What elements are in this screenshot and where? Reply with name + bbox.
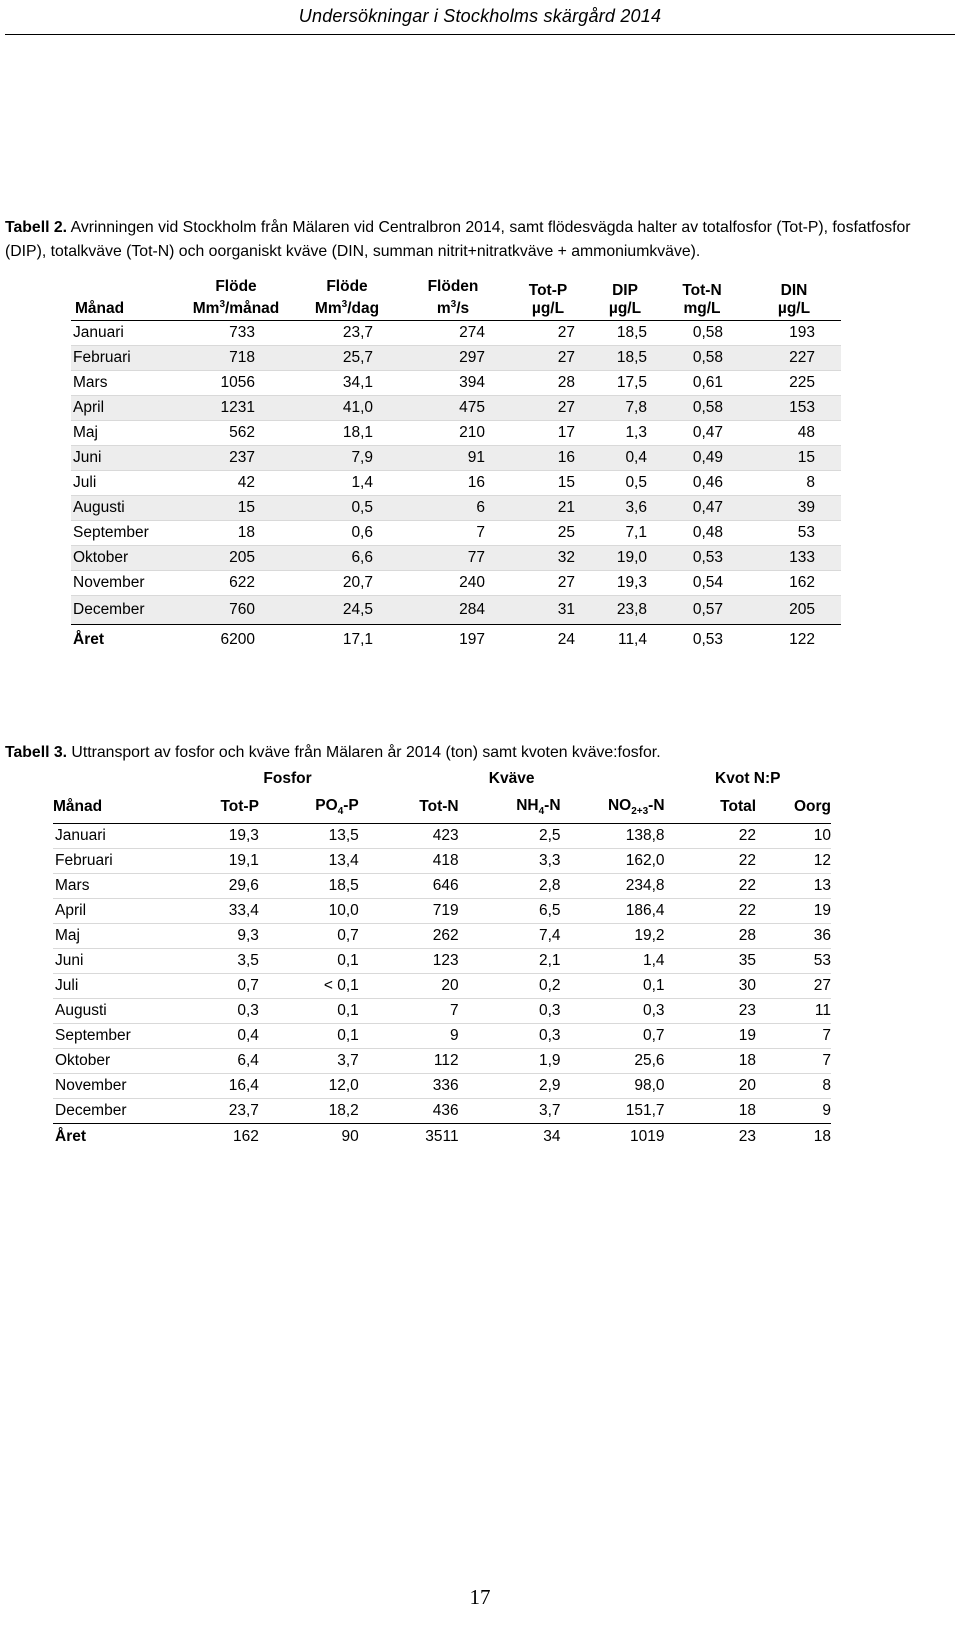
- table2-value-cell: 27: [503, 571, 593, 596]
- table2-row: [71, 521, 841, 546]
- table3-value-cell: 2,8: [459, 874, 561, 899]
- table3-value-cell: 33,4: [167, 899, 259, 924]
- table2-value-cell: 7,9: [291, 446, 403, 471]
- table3-value-cell: 0,7: [167, 974, 259, 999]
- table2-header-dip: DIP µg/L: [593, 278, 657, 321]
- table2-caption: [5, 216, 955, 264]
- table2-value-cell: 225: [747, 371, 841, 396]
- table2-value-cell: 0,57: [657, 596, 747, 625]
- table2-header-flow-sec: Flöden $m^3/s$: [403, 278, 503, 321]
- table2-caption-text: Avrinningen vid Stockholm från Mälaren vid Centralbron 2014, samt flödesvägda halter av totalfosfor (Tot-P), fosfatfosfor (DIP), totalkväve (Tot-N) och oorganiskt kväve (DIN, summan nitrit+nitratkväve + ammoniumkväve).: [5, 219, 911, 260]
- table2-value-cell: 162: [747, 571, 841, 596]
- table3-month-cell: Augusti: [53, 999, 167, 1024]
- table3-month-cell: Februari: [53, 849, 167, 874]
- table3-value-cell: 262: [359, 924, 459, 949]
- table2-month-cell: Maj: [71, 421, 181, 446]
- header-rule: [5, 34, 955, 35]
- table2-month-cell: Juni: [71, 446, 181, 471]
- table3-value-cell: 0,3: [459, 999, 561, 1024]
- table2-value-cell: 7,8: [593, 396, 657, 421]
- table3-value-cell: < 0,1: [259, 974, 359, 999]
- table2-row: [71, 446, 841, 471]
- table2-value-cell: 0,46: [657, 471, 747, 496]
- table2-value-cell: 16: [503, 446, 593, 471]
- table2-value-cell: 20,7: [291, 571, 403, 596]
- table2-value-cell: 0,47: [657, 421, 747, 446]
- table3-header-nh4: $NH_4-N$: [459, 791, 561, 824]
- table2-header-totn: Tot-N mg/L: [657, 278, 747, 321]
- table2-month-cell: Oktober: [71, 546, 181, 571]
- table3-month-cell: Januari: [53, 824, 167, 849]
- table2-value-cell: 34,1: [291, 371, 403, 396]
- table3-value-cell: 16,4: [167, 1074, 259, 1099]
- table2-value-cell: 0,5: [593, 471, 657, 496]
- table2-row: [71, 396, 841, 421]
- table3-value-cell: 29,6: [167, 874, 259, 899]
- table3-value-cell: 1,4: [561, 949, 665, 974]
- table3-value-cell: 186,4: [561, 899, 665, 924]
- table3-value-cell: 53: [756, 949, 831, 974]
- table3-total-cell: 18: [813, 1128, 831, 1145]
- table3-caption-label: Tabell 3.: [5, 744, 68, 761]
- table2-month-cell: September: [71, 521, 181, 546]
- table3-value-cell: 2,5: [459, 824, 561, 849]
- table3-month-cell: November: [53, 1074, 167, 1099]
- table3-value-cell: 12,0: [259, 1074, 359, 1099]
- table3-total-cell: 34: [543, 1128, 561, 1145]
- table2-total-cell: 0,53: [692, 631, 723, 649]
- table3-row: [53, 1024, 831, 1049]
- table3-value-cell: 6,4: [167, 1049, 259, 1074]
- table2-value-cell: 18: [181, 521, 291, 546]
- table3-group-kvot: Kvot N:P: [715, 770, 781, 787]
- table2-value-cell: 0,47: [657, 496, 747, 521]
- table3-value-cell: 30: [665, 974, 757, 999]
- table3-row: [53, 824, 831, 849]
- table3-value-cell: 11: [756, 999, 831, 1024]
- table2-value-cell: 718: [181, 346, 291, 371]
- table2-value-cell: 1,3: [593, 421, 657, 446]
- table3-header-no23: $NO_{2+3}-N$: [561, 791, 665, 824]
- table3-value-cell: 19: [665, 1024, 757, 1049]
- table2-header-flow-day: Flöde Mm$^3$/dag: [291, 278, 403, 321]
- table2-value-cell: 31: [503, 596, 593, 625]
- table3-value-cell: 22: [665, 849, 757, 874]
- table3-row: [53, 949, 831, 974]
- table3-value-cell: 18,5: [259, 874, 359, 899]
- table3-month-cell: December: [53, 1099, 167, 1124]
- table2-total-cell: 122: [789, 631, 815, 649]
- table3-value-cell: 3,7: [459, 1099, 561, 1124]
- table3-value-cell: 0,3: [459, 1024, 561, 1049]
- table3-row: [53, 1099, 831, 1124]
- table2-value-cell: 19,3: [593, 571, 657, 596]
- table3-value-cell: 25,6: [561, 1049, 665, 1074]
- table3-value-cell: 0,2: [459, 974, 561, 999]
- table2-header-row: [71, 278, 841, 321]
- table3-value-cell: 27: [756, 974, 831, 999]
- table2-value-cell: 39: [747, 496, 841, 521]
- table3-value-cell: 18: [665, 1049, 757, 1074]
- table2-value-cell: 562: [181, 421, 291, 446]
- table3-value-cell: 9: [359, 1024, 459, 1049]
- table2-month-cell: Juli: [71, 471, 181, 496]
- table2-month-cell: Augusti: [71, 496, 181, 521]
- table3-value-cell: 646: [359, 874, 459, 899]
- table3-value-cell: 0,3: [167, 999, 259, 1024]
- table2-value-cell: 622: [181, 571, 291, 596]
- table2-value-cell: 41,0: [291, 396, 403, 421]
- table2-value-cell: 25,7: [291, 346, 403, 371]
- table3-value-cell: 0,7: [561, 1024, 665, 1049]
- table2-value-cell: 6,6: [291, 546, 403, 571]
- table3-row: [53, 974, 831, 999]
- table2-value-cell: 25: [503, 521, 593, 546]
- table2-value-cell: 153: [747, 396, 841, 421]
- table3-value-cell: 13: [756, 874, 831, 899]
- table3-value-cell: 3,7: [259, 1049, 359, 1074]
- table3-month-cell: September: [53, 1024, 167, 1049]
- table3-value-cell: 234,8: [561, 874, 665, 899]
- table2-value-cell: 0,61: [657, 371, 747, 396]
- table3-value-cell: 19,1: [167, 849, 259, 874]
- table3-value-cell: 719: [359, 899, 459, 924]
- table3-value-cell: 0,1: [259, 1024, 359, 1049]
- table3-value-cell: 20: [359, 974, 459, 999]
- table2-value-cell: 28: [503, 371, 593, 396]
- table2-month-cell: Mars: [71, 371, 181, 396]
- table2-header-din: DIN µg/L: [747, 278, 841, 321]
- table3-header-totp: Tot-P: [167, 791, 259, 824]
- table2-value-cell: 210: [403, 421, 503, 446]
- table3-group-fosfor: Fosfor: [263, 770, 312, 787]
- table3-total-cell: 23: [738, 1128, 757, 1145]
- table3-value-cell: 13,5: [259, 824, 359, 849]
- table2-total-row: [71, 625, 841, 656]
- table2-value-cell: 3,6: [593, 496, 657, 521]
- page-number: 17: [469, 1585, 491, 1609]
- table2-value-cell: 17,5: [593, 371, 657, 396]
- table3-total-label: Året: [55, 1128, 87, 1145]
- table2-value-cell: 15: [747, 446, 841, 471]
- table2-value-cell: 0,48: [657, 521, 747, 546]
- table3-month-cell: Mars: [53, 874, 167, 899]
- table2-value-cell: 15: [181, 496, 291, 521]
- table2-total-label: Året: [73, 631, 105, 649]
- table3-value-cell: 18: [665, 1099, 757, 1124]
- table3-value-cell: 22: [665, 874, 757, 899]
- table3-row: [53, 1074, 831, 1099]
- table2-value-cell: 16: [403, 471, 503, 496]
- table2-value-cell: 18,1: [291, 421, 403, 446]
- table3-month-cell: Juli: [53, 974, 167, 999]
- table3-value-cell: 6,5: [459, 899, 561, 924]
- table2-value-cell: 760: [181, 596, 291, 625]
- table2-value-cell: 297: [403, 346, 503, 371]
- table3-total-cell: 1019: [630, 1128, 665, 1145]
- table3-month-cell: Maj: [53, 924, 167, 949]
- table2-value-cell: 18,5: [593, 346, 657, 371]
- table3-value-cell: 10,0: [259, 899, 359, 924]
- table3-value-cell: 3,5: [167, 949, 259, 974]
- table2-value-cell: 7,1: [593, 521, 657, 546]
- table3-total-cell: 90: [341, 1128, 359, 1145]
- table2-value-cell: 91: [403, 446, 503, 471]
- table3-value-cell: 10: [756, 824, 831, 849]
- table2-value-cell: 8: [747, 471, 841, 496]
- table3-row: [53, 874, 831, 899]
- table3-value-cell: 12: [756, 849, 831, 874]
- table3-month-cell: Juni: [53, 949, 167, 974]
- table3-value-cell: 7: [359, 999, 459, 1024]
- table3-total-row: [53, 1124, 831, 1151]
- table3-value-cell: 7,4: [459, 924, 561, 949]
- table2-month-cell: Januari: [71, 321, 181, 346]
- table3-value-cell: 22: [665, 824, 757, 849]
- table3-total-cell: 3511: [425, 1128, 459, 1145]
- table2-row: [71, 546, 841, 571]
- table3-value-cell: 19,2: [561, 924, 665, 949]
- table2-value-cell: 48: [747, 421, 841, 446]
- table3-caption: [5, 741, 955, 765]
- table3-value-cell: 112: [359, 1049, 459, 1074]
- table3-month-cell: Oktober: [53, 1049, 167, 1074]
- table3-value-cell: 18,2: [259, 1099, 359, 1124]
- table2-value-cell: 733: [181, 321, 291, 346]
- table3-value-cell: 2,9: [459, 1074, 561, 1099]
- table3-value-cell: 9: [756, 1099, 831, 1124]
- table3-header-po4: $PO_4-P$: [259, 791, 359, 824]
- table3-group-kvave: Kväve: [488, 770, 535, 787]
- table2-value-cell: 19,0: [593, 546, 657, 571]
- table2-value-cell: 394: [403, 371, 503, 396]
- table3-value-cell: 0,3: [561, 999, 665, 1024]
- table2-month-cell: April: [71, 396, 181, 421]
- table2-value-cell: 205: [747, 596, 841, 625]
- table2-value-cell: 27: [503, 346, 593, 371]
- table3-value-cell: 151,7: [561, 1099, 665, 1124]
- table3-value-cell: 19: [756, 899, 831, 924]
- table3-header-totn: Tot-N: [359, 791, 459, 824]
- table2-header-flow-month: Flöde Mm$^3$/månad: [181, 278, 291, 321]
- table2-value-cell: 240: [403, 571, 503, 596]
- table2-value-cell: 15: [503, 471, 593, 496]
- table2-value-cell: 32: [503, 546, 593, 571]
- table2-month-cell: Februari: [71, 346, 181, 371]
- table2-value-cell: 42: [181, 471, 291, 496]
- table3-value-cell: 9,3: [167, 924, 259, 949]
- table2-value-cell: 0,6: [291, 521, 403, 546]
- table3-value-cell: 418: [359, 849, 459, 874]
- table2-value-cell: 27: [503, 321, 593, 346]
- table2-total-cell: 24: [557, 631, 575, 649]
- table3-value-cell: 19,3: [167, 824, 259, 849]
- table3-value-cell: 23: [665, 999, 757, 1024]
- table3-value-cell: 98,0: [561, 1074, 665, 1099]
- table3-value-cell: 23,7: [167, 1099, 259, 1124]
- table3-value-cell: 35: [665, 949, 757, 974]
- table2-row: [71, 471, 841, 496]
- table3-value-cell: 0,1: [561, 974, 665, 999]
- table2-value-cell: 77: [403, 546, 503, 571]
- table3-row: [53, 999, 831, 1024]
- table2-caption-label: Tabell 2.: [5, 219, 68, 236]
- table3-value-cell: 1,9: [459, 1049, 561, 1074]
- table3-value-cell: 3,3: [459, 849, 561, 874]
- table2-value-cell: 205: [181, 546, 291, 571]
- table2-row: [71, 496, 841, 521]
- table2-header-totp: Tot-P µg/L: [503, 278, 593, 321]
- table3-row: [53, 849, 831, 874]
- table3-value-cell: 7: [756, 1024, 831, 1049]
- table2-month-cell: November: [71, 571, 181, 596]
- table2-value-cell: 1056: [181, 371, 291, 396]
- table3-header-oorg: Oorg: [756, 791, 831, 824]
- table3-value-cell: 0,1: [259, 999, 359, 1024]
- table2-row: [71, 346, 841, 371]
- table3-value-cell: 20: [665, 1074, 757, 1099]
- table2-header-month: Månad: [71, 278, 181, 321]
- table2-value-cell: 0,49: [657, 446, 747, 471]
- running-header: Undersökningar i Stockholms skärgård 2014: [298, 6, 662, 26]
- table3-value-cell: 28: [665, 924, 757, 949]
- table3-value-cell: 336: [359, 1074, 459, 1099]
- table3-value-cell: 0,1: [259, 949, 359, 974]
- table2-value-cell: 133: [747, 546, 841, 571]
- table2-value-cell: 7: [403, 521, 503, 546]
- table3-value-cell: 123: [359, 949, 459, 974]
- table3-value-cell: 22: [665, 899, 757, 924]
- table3-value-cell: 7: [756, 1049, 831, 1074]
- table2-value-cell: 227: [747, 346, 841, 371]
- table2-row: [71, 371, 841, 396]
- table2-value-cell: 6: [403, 496, 503, 521]
- table2-row: [71, 321, 841, 346]
- table3-value-cell: 2,1: [459, 949, 561, 974]
- table3-value-cell: 436: [359, 1099, 459, 1124]
- table3-value-cell: 8: [756, 1074, 831, 1099]
- table2-value-cell: 21: [503, 496, 593, 521]
- table2-total-cell: 11,4: [617, 631, 647, 649]
- table3-value-cell: 0,4: [167, 1024, 259, 1049]
- table2-value-cell: 193: [747, 321, 841, 346]
- table2: [71, 278, 841, 655]
- table3-row: [53, 924, 831, 949]
- table2-value-cell: 274: [403, 321, 503, 346]
- table3-row: [53, 899, 831, 924]
- table3-header-total: Total: [665, 791, 757, 824]
- table2-value-cell: 17: [503, 421, 593, 446]
- table2-value-cell: 24,5: [291, 596, 403, 625]
- table2-value-cell: 23,7: [291, 321, 403, 346]
- table3-value-cell: 36: [756, 924, 831, 949]
- table3-value-cell: 13,4: [259, 849, 359, 874]
- table3-value-cell: 0,7: [259, 924, 359, 949]
- table2-value-cell: 1,4: [291, 471, 403, 496]
- table3-value-cell: 138,8: [561, 824, 665, 849]
- table3-value-cell: 162,0: [561, 849, 665, 874]
- table2-value-cell: 0,58: [657, 321, 747, 346]
- table2-value-cell: 237: [181, 446, 291, 471]
- table3-header-row: [53, 791, 831, 824]
- table3-total-cell: 162: [233, 1128, 259, 1145]
- table2-total-cell: 17,1: [342, 631, 373, 649]
- table2-value-cell: 1231: [181, 396, 291, 421]
- table2-value-cell: 27: [503, 396, 593, 421]
- table2-value-cell: 0,5: [291, 496, 403, 521]
- table2-row: [71, 596, 841, 625]
- table2-value-cell: 475: [403, 396, 503, 421]
- table2-value-cell: 0,58: [657, 396, 747, 421]
- table2-value-cell: 23,8: [593, 596, 657, 625]
- table2-value-cell: 18,5: [593, 321, 657, 346]
- table2-row: [71, 571, 841, 596]
- table3-row: [53, 1049, 831, 1074]
- table2-value-cell: 0,54: [657, 571, 747, 596]
- table3: [53, 767, 831, 1150]
- table3-month-cell: April: [53, 899, 167, 924]
- table2-month-cell: December: [71, 596, 181, 625]
- table3-value-cell: 423: [359, 824, 459, 849]
- table2-value-cell: 284: [403, 596, 503, 625]
- table3-caption-text: Uttransport av fosfor och kväve från Mälaren år 2014 (ton) samt kvoten kväve:fosfor.: [67, 744, 661, 761]
- table2-total-cell: 6200: [220, 631, 255, 649]
- table2-value-cell: 0,58: [657, 346, 747, 371]
- table2-value-cell: 0,53: [657, 546, 747, 571]
- table2-value-cell: 0,4: [593, 446, 657, 471]
- table2-row: [71, 421, 841, 446]
- table3-header-month: Månad: [53, 791, 167, 824]
- table2-value-cell: 53: [747, 521, 841, 546]
- table2-total-cell: 197: [459, 631, 485, 649]
- table3-group-row: [53, 767, 831, 791]
